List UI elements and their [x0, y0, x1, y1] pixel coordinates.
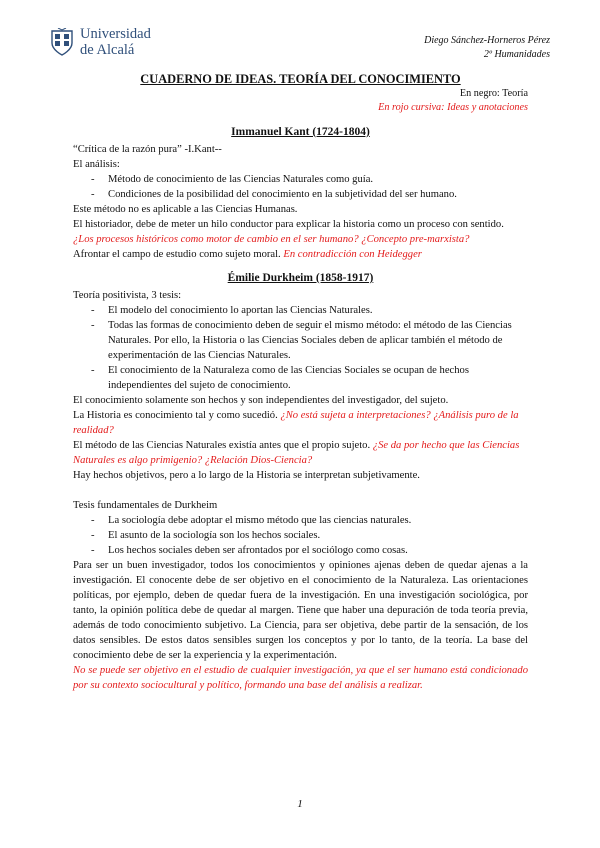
list-item: - Los hechos sociales deben ser afrontados por el sociólogo como cosas.: [73, 543, 528, 558]
page-number: 1: [297, 798, 303, 810]
author-name: Diego Sánchez-Horneros Pérez: [424, 35, 550, 46]
kant-paragraph: El historiador, debe de meter un hilo conductor para explicar la historia como un proceso con sentido.: [73, 219, 504, 230]
document-body: [73, 71, 528, 693]
kant-paragraph: Este método no es aplicable a las Ciencias Humanas.: [73, 204, 298, 215]
section-title-kant: Immanuel Kant (1724-1804): [231, 126, 370, 138]
durkheim-method-text: El método de las Ciencias Naturales existía antes que el propio sujeto.: [73, 440, 371, 451]
durkheim-paragraph: El conocimiento solamente son hechos y son independientes del investigador, del sujeto.: [73, 395, 449, 406]
kant-note: En contradicción con Heidegger: [283, 249, 422, 260]
legend-black: En negro: Teoría: [459, 88, 528, 99]
university-name-line-1: Universidad: [80, 26, 151, 42]
legend-red: En rojo cursiva: Ideas y anotaciones: [378, 102, 528, 113]
durkheim-note: ¿Se da por hecho que las Ciencias Naturales es algo primigenio? ¿Relación Dios-Ciencia?: [73, 440, 520, 466]
document-title: CUADERNO DE IDEAS. TEORÍA DEL CONOCIMIENTO: [140, 72, 461, 86]
university-name: [80, 26, 151, 58]
course-label: 2º Humanidades: [483, 49, 550, 60]
durkheim-paragraph: [73, 438, 528, 468]
list-item: - Condiciones de la posibilidad del conocimiento en la subjetividad del ser humano.: [73, 187, 528, 202]
list-item: - La sociología debe adoptar el mismo método que las ciencias naturales.: [73, 513, 528, 528]
kant-paragraph: [73, 247, 528, 262]
durkheim-paragraph: Hay hechos objetivos, pero a lo largo de la Historia se interpretan subjetivamente.: [73, 470, 420, 481]
list-item: - El conocimiento de la Naturaleza como de las Ciencias Sociales se ocupan de hechos independientes del sujeto de conocimiento.: [73, 363, 528, 393]
list-item: - El asunto de la sociología son los hechos sociales.: [73, 528, 528, 543]
durkheim-thesis-title: Tesis fundamentales de Durkheim: [73, 500, 218, 511]
durkheim-thesis-list: [73, 303, 528, 393]
list-item: - El modelo del conocimiento lo aportan las Ciencias Naturales.: [73, 303, 528, 318]
university-logo: [50, 26, 151, 58]
durkheim-paragraph: [73, 408, 528, 438]
university-crest-icon: [50, 28, 74, 56]
kant-moral-text: Afrontar el campo de estudio como sujeto moral.: [73, 249, 281, 260]
durkheim-intro: Teoría positivista, 3 tesis:: [73, 290, 182, 301]
durkheim-long-paragraph: Para ser un buen investigador, todos los conocimientos y opiniones ajenas deben de quedar ajenas a la investigación. El conocente debe de ser objetivo en el conocimiento de la Naturaleza. Las orientaciones políticas, por ejemplo, deben de quedar fuera de la investigación. En una investigación sociológica, por tanto, la opinión política debe de quedar al margen. Tiene que haber una depuración de toda teoría previa, además de todo conocimiento subjetivo. La Ciencia, para ser objetiva, debe partir de la sensación, de los datos sensibles. De estos datos sensibles surgen los conceptos y por lo tanto, de la teoría. La base del conocimiento debe de ser la experiencia y la experimentación.: [73, 560, 528, 661]
durkheim-final-note: No se puede ser objetivo en el estudio de cualquier investigación, ya que el ser humano está condicionado por su contexto sociocultural y político, formando una base del análisis a realizar.: [73, 665, 528, 691]
kant-analysis-label: El análisis:: [73, 159, 120, 170]
kant-quote: “Crítica de la razón pura” -I.Kant--: [73, 144, 222, 155]
list-item: - Método de conocimiento de las Ciencias Naturales como guía.: [73, 172, 528, 187]
author-block: [424, 34, 550, 62]
kant-note: ¿Los procesos históricos como motor de cambio en el ser humano? ¿Concepto pre-marxista?: [73, 234, 470, 245]
durkheim-history-text: La Historia es conocimiento tal y como sucedió.: [73, 410, 278, 421]
durkheim-fundamental-list: [73, 513, 528, 558]
page-header: [50, 26, 550, 66]
kant-analysis-list: [73, 172, 528, 202]
section-title-durkheim: Émilie Durkheim (1858-1917): [227, 272, 374, 284]
durkheim-note: ¿No está sujeta a interpretaciones? ¿Análisis puro de la realidad?: [73, 410, 519, 436]
university-name-line-2: de Alcalá: [80, 42, 135, 58]
list-item: - Todas las formas de conocimiento deben de seguir el mismo método: el método de las Ciencias Naturales. Por ello, la Historia o las Ciencias Sociales deben de aplicar también el método de experimentación de las Ciencias Naturales.: [73, 318, 528, 363]
